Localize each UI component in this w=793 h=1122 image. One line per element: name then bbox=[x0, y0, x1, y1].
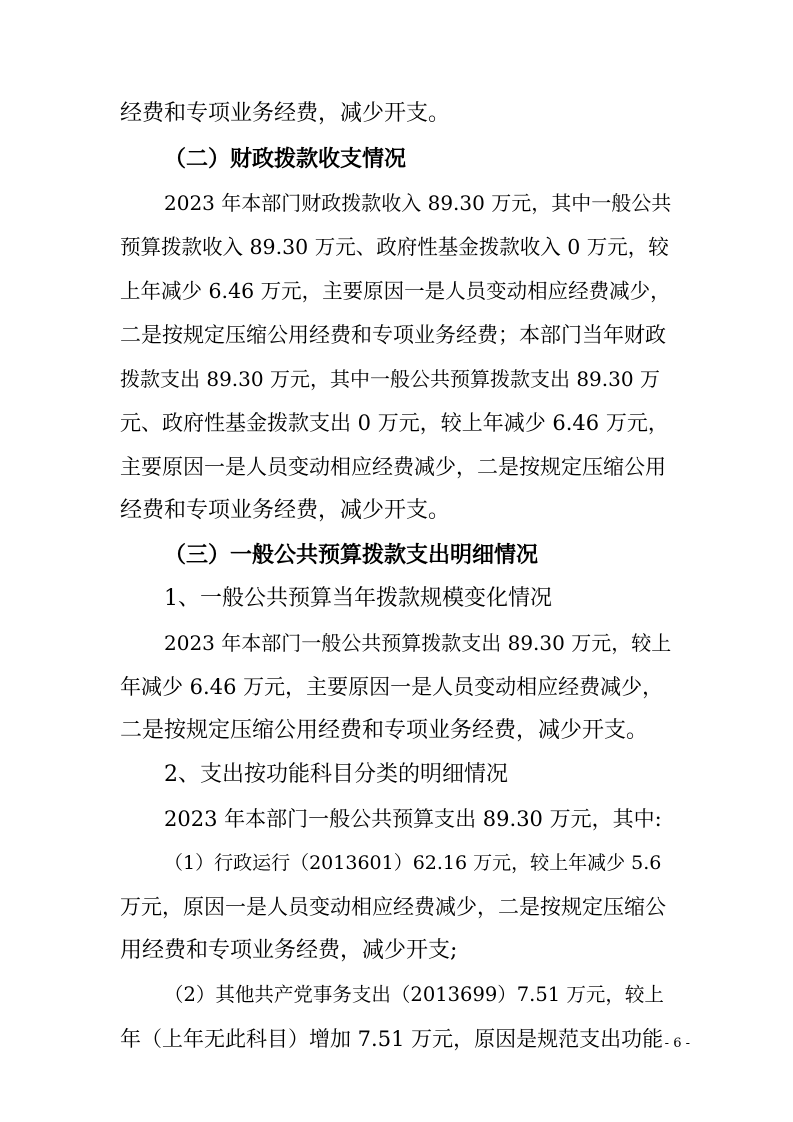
text-line: 主要原因一是人员变动相应经费减少，二是按规定压缩公用 bbox=[120, 455, 666, 479]
text-line: 年减少 6.46 万元，主要原因一是人员变动相应经费减少， bbox=[120, 675, 664, 699]
text-line: 用经费和专项业务经费，减少开支; bbox=[120, 938, 458, 963]
subsection-heading: 2、支出按功能科目分类的明细情况 bbox=[164, 762, 508, 787]
text-line: 2023 年本部门财政拨款收入 89.30 万元，其中一般公共 bbox=[164, 191, 672, 215]
text-line: 2023 年本部门一般公共预算拨款支出 89.30 万元，较上 bbox=[164, 631, 672, 655]
section-heading: （三）一般公共预算拨款支出明细情况 bbox=[164, 542, 539, 568]
text-line: 经费和专项业务经费，减少开支。 bbox=[120, 101, 451, 126]
text-line: 2023 年本部门一般公共预算支出 89.30 万元，其中: bbox=[164, 807, 662, 831]
text-line: 拨款支出 89.30 万元，其中一般公共预算拨款支出 89.30 万 bbox=[120, 367, 660, 391]
text-line: 二是按规定压缩公用经费和专项业务经费；本部门当年财政 bbox=[120, 323, 666, 347]
text-line: （2）其他共产党事务支出（2013699）7.51 万元，较上 bbox=[164, 983, 664, 1006]
section-heading: （二）财政拨款收支情况 bbox=[164, 146, 407, 172]
page-number: - 6 - bbox=[664, 1036, 690, 1051]
text-line: 上年减少 6.46 万元，主要原因一是人员变动相应经费减少， bbox=[120, 279, 671, 303]
text-line: 二是按规定压缩公用经费和专项业务经费，减少开支。 bbox=[120, 718, 649, 743]
subsection-heading: 1、一般公共预算当年拨款规模变化情况 bbox=[164, 586, 552, 611]
text-line: 预算拨款收入 89.30 万元、政府性基金拨款收入 0 万元，较 bbox=[120, 235, 669, 259]
text-line: 万元，原因一是人员变动相应经费减少，二是按规定压缩公 bbox=[120, 895, 666, 919]
text-line: 年（上年无此科目）增加 7.51 万元，原因是规范支出功能 bbox=[120, 1027, 664, 1051]
text-line: 经费和专项业务经费，减少开支。 bbox=[120, 498, 451, 523]
text-line: （1）行政运行（2013601）62.16 万元，较上年减少 5.6 bbox=[164, 852, 662, 874]
text-line: 元、政府性基金拨款支出 0 万元，较上年减少 6.46 万元， bbox=[120, 411, 669, 435]
